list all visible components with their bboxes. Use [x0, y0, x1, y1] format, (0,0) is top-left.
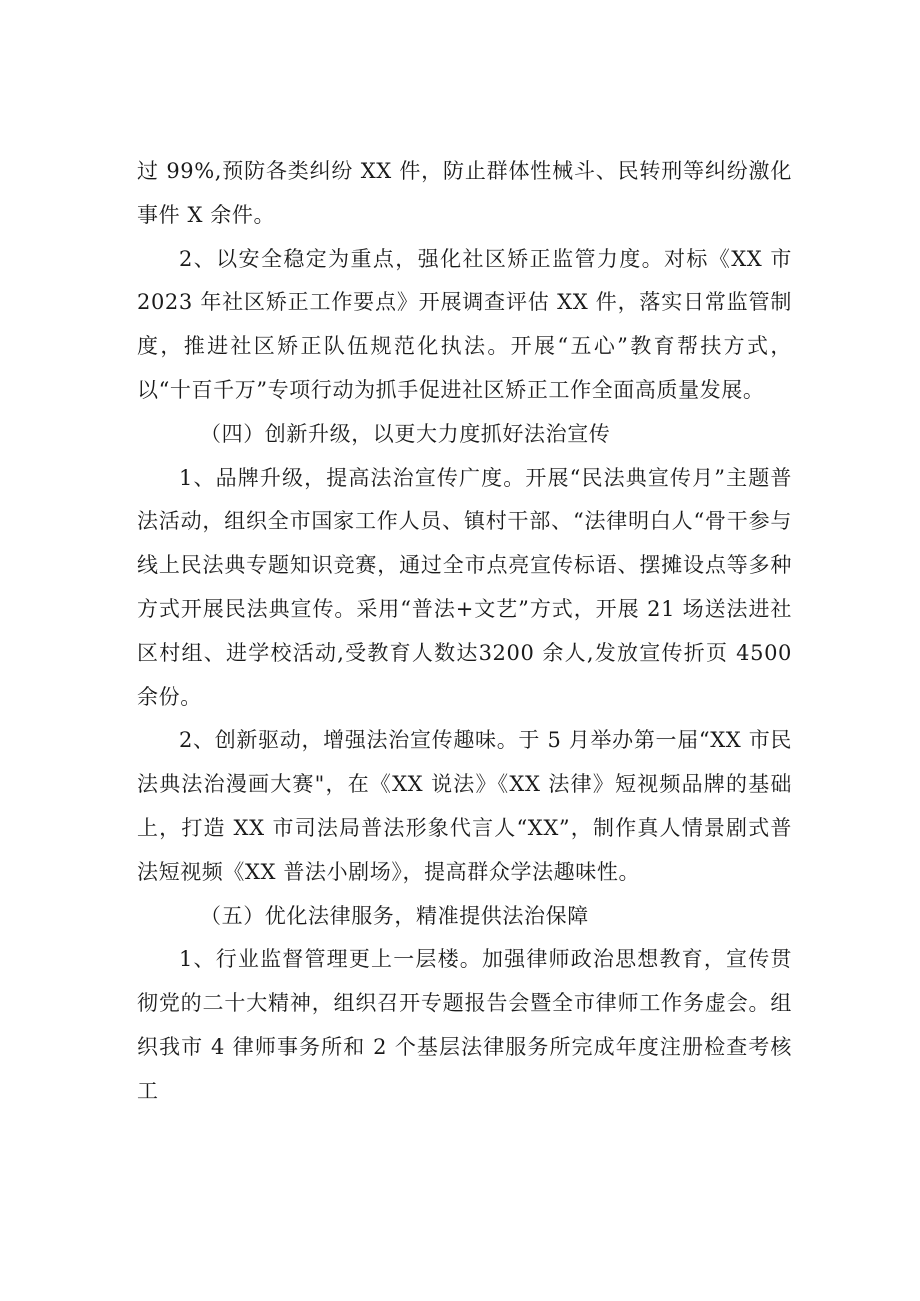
section-heading-five: （五）优化法律服务，精准提供法治保障 [200, 903, 589, 928]
paragraph-industry-supervision: 1、行业监督管理更上一层楼。加强律师政治思想教育，宣传贯彻党的二十大精神，组织召开专题报告会暨全市律师工作务虚会。组织我市 4 律师事务所和 2 个基层法律服务所完成年度注册检查考核工 [137, 947, 792, 1103]
section-heading-four: （四）创新升级，以更大力度抓好法治宣传 [200, 421, 611, 446]
paragraph-community-correction: 2、以安全稳定为重点，强化社区矫正监管力度。对标《XX 市 2023 年社区矫正工作要点》开展调查评估 XX 件，落实日常监管制度，推进社区矫正队伍规范化执法。开展“五心”教育帮扶方式，以“十百千万”专项行动为抓手促进社区矫正工作全面高质量发展。 [137, 246, 792, 402]
paragraph-continuation: 过 99%,预防各类纠纷 XX 件，防止群体性械斗、民转刑等纠纷激化事件 X 余件。 [137, 159, 792, 227]
paragraph-innovation-drive: 2、创新驱动，增强法治宣传趣味。于 5 月举办第一届“XX 市民法典法治漫画大赛"，在《XX 说法》《XX 法律》短视频品牌的基础上，打造 XX 市司法局普法形象代言人“XX”，制作真人情景剧式普法短视频《XX 普法小剧场》，提高群众学法趣味性。 [137, 728, 792, 884]
paragraph-brand-upgrade: 1、品牌升级，提高法治宣传广度。开展“民法典宣传月”主题普法活动，组织全市国家工作人员、镇村干部、“法律明白人“骨干参与线上民法典专题知识竞赛，通过全市点亮宣传标语、摆摊设点等多种方式开展民法典宣传。采用“普法+文艺”方式，开展 21 场送法进社区村组、进学校活动,受教育人数达3200 余人,发放宣传折页 4500余份。 [137, 465, 792, 709]
document-body [137, 150, 792, 1114]
